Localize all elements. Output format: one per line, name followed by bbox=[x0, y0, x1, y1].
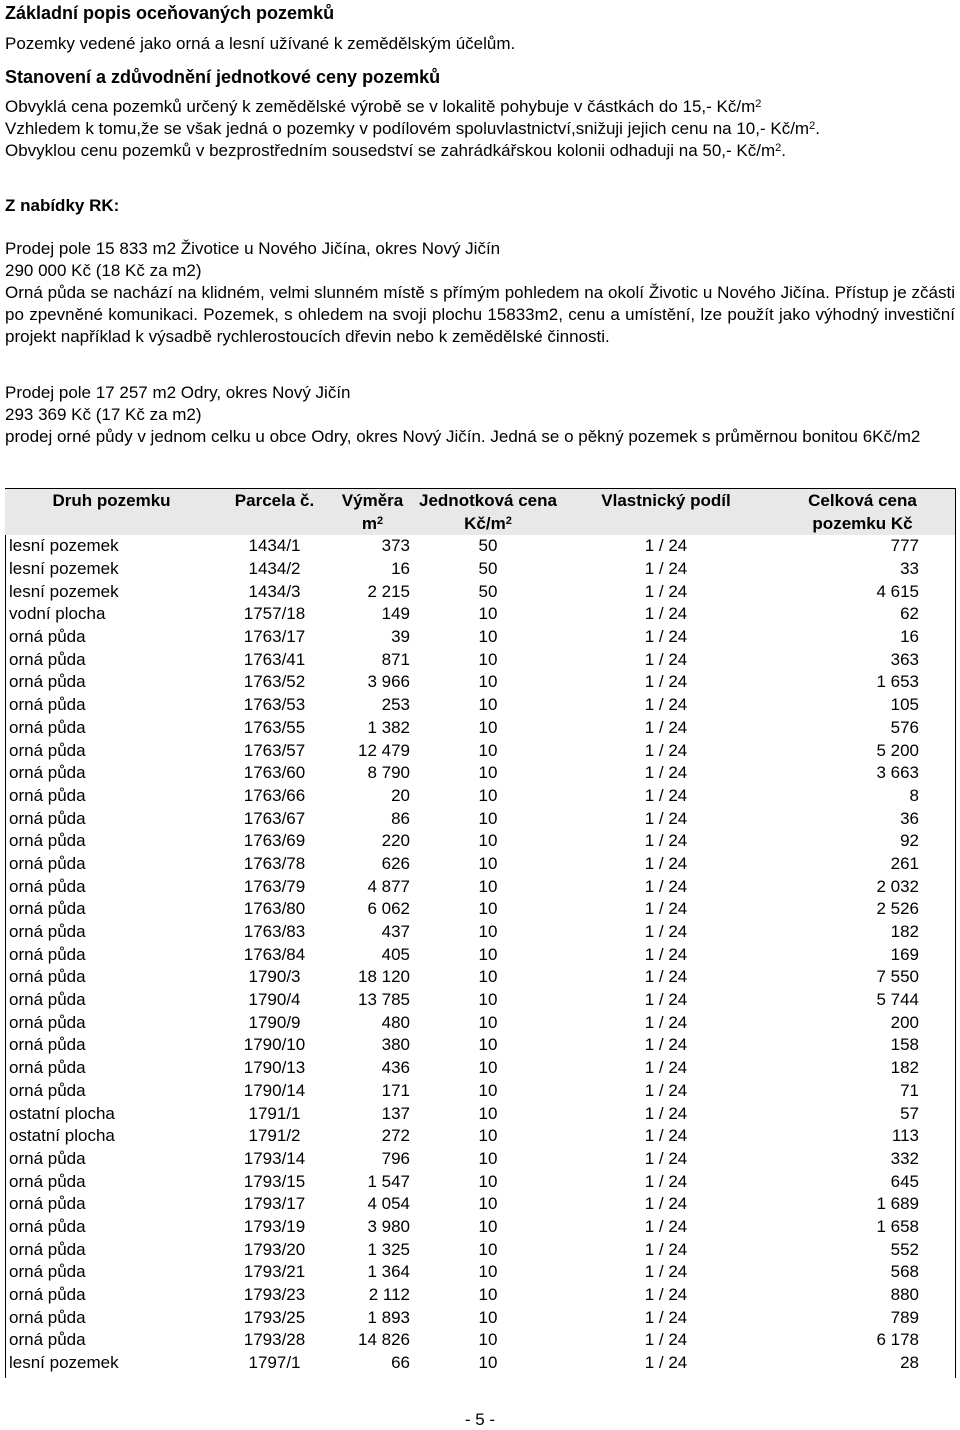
cell-total: 4 615 bbox=[876, 581, 919, 601]
cell-area: 39 bbox=[391, 627, 410, 647]
table-body bbox=[5, 535, 955, 1374]
cell-parcel: 1763/60 bbox=[243, 763, 306, 783]
cell-unit-price: 10 bbox=[478, 1148, 498, 1168]
cell-share: 1 / 24 bbox=[644, 922, 688, 942]
cell-type: orná půda bbox=[9, 990, 86, 1010]
cell-area: 405 bbox=[381, 944, 410, 964]
table-row bbox=[5, 875, 955, 898]
cell-share: 1 / 24 bbox=[644, 717, 688, 737]
cell-total: 8 bbox=[909, 785, 919, 805]
table-row bbox=[5, 1306, 955, 1329]
cell-total: 5 744 bbox=[876, 990, 919, 1010]
cell-unit-price: 10 bbox=[478, 695, 498, 715]
cell-share: 1 / 24 bbox=[644, 1126, 688, 1146]
cell-unit-price: 10 bbox=[478, 944, 498, 964]
cell-unit-price: 10 bbox=[478, 1035, 498, 1055]
cell-unit-price: 10 bbox=[478, 853, 498, 873]
cell-unit-price: 10 bbox=[478, 1126, 498, 1146]
cell-share: 1 / 24 bbox=[644, 649, 688, 669]
cell-parcel: 1763/69 bbox=[243, 831, 306, 851]
table-row bbox=[5, 694, 955, 717]
cell-unit-price: 10 bbox=[478, 1103, 498, 1123]
cell-type: orná půda bbox=[9, 1285, 86, 1305]
unit-price-line-1: Obvyklá cena pozemků určený k zemědělské výrobě se v lokalitě pohybuje v částkách do 15,- $Kč/m^2$ bbox=[5, 97, 762, 116]
cell-unit-price: 10 bbox=[478, 876, 498, 896]
table-row bbox=[5, 921, 955, 944]
cell-parcel: 1763/53 bbox=[243, 695, 306, 715]
cell-share: 1 / 24 bbox=[644, 1058, 688, 1078]
cell-parcel: 1793/21 bbox=[243, 1262, 306, 1282]
cell-unit-price: 10 bbox=[478, 899, 498, 919]
section-title-description: Základní popis oceňovaných pozemků bbox=[5, 3, 335, 23]
offers-heading: Z nabídky RK: bbox=[5, 196, 120, 215]
cell-area: 137 bbox=[381, 1103, 410, 1123]
cell-unit-price: 10 bbox=[478, 785, 498, 805]
cell-unit-price: 10 bbox=[478, 1262, 498, 1282]
cell-parcel: 1791/2 bbox=[248, 1126, 301, 1146]
table-row bbox=[5, 807, 955, 830]
cell-unit-price: 10 bbox=[478, 808, 498, 828]
cell-unit-price: 10 bbox=[478, 831, 498, 851]
cell-total: 92 bbox=[900, 831, 919, 851]
table-row bbox=[5, 853, 955, 876]
offer-2-title: Prodej pole 17 257 m2 Odry, okres Nový Jičín bbox=[5, 383, 351, 402]
cell-area: 171 bbox=[381, 1080, 410, 1100]
cell-type: orná půda bbox=[9, 763, 86, 783]
cell-share: 1 / 24 bbox=[644, 808, 688, 828]
cell-parcel: 1793/23 bbox=[243, 1285, 306, 1305]
cell-share: 1 / 24 bbox=[644, 853, 688, 873]
cell-area: 12 479 bbox=[358, 740, 410, 760]
cell-share: 1 / 24 bbox=[644, 627, 688, 647]
cell-area: 871 bbox=[381, 649, 410, 669]
cell-type: orná půda bbox=[9, 899, 86, 919]
cell-type: orná půda bbox=[9, 853, 86, 873]
cell-area: 13 785 bbox=[358, 990, 410, 1010]
cell-area: 626 bbox=[381, 853, 410, 873]
table-row bbox=[5, 1034, 955, 1057]
cell-parcel: 1763/80 bbox=[243, 899, 306, 919]
header-unit-price: Jednotková cena $Kč/m^2$ bbox=[414, 489, 562, 536]
cell-type: orná půda bbox=[9, 717, 86, 737]
header-total: Celková cena pozemku Kč bbox=[770, 489, 955, 536]
cell-type: orná půda bbox=[9, 1148, 86, 1168]
table-row bbox=[5, 1102, 955, 1125]
cell-total: 1 653 bbox=[876, 672, 919, 692]
cell-parcel: 1763/55 bbox=[243, 717, 306, 737]
table-row bbox=[5, 943, 955, 966]
cell-area: 437 bbox=[381, 922, 410, 942]
cell-parcel: 1793/25 bbox=[243, 1307, 306, 1327]
cell-type: orná půda bbox=[9, 1307, 86, 1327]
cell-total: 62 bbox=[900, 604, 919, 624]
table-row bbox=[5, 785, 955, 808]
cell-total: 2 032 bbox=[876, 876, 919, 896]
cell-area: 1 547 bbox=[367, 1171, 410, 1191]
table-row bbox=[5, 648, 955, 671]
cell-unit-price: 10 bbox=[478, 1216, 498, 1236]
cell-area: 3 966 bbox=[367, 672, 410, 692]
cell-unit-price: 10 bbox=[478, 922, 498, 942]
cell-unit-price: 10 bbox=[478, 1080, 498, 1100]
cell-parcel: 1757/18 bbox=[243, 604, 306, 624]
table-row bbox=[5, 1261, 955, 1284]
cell-total: 3 663 bbox=[876, 763, 919, 783]
cell-parcel: 1763/84 bbox=[243, 944, 306, 964]
offer-1-title: Prodej pole 15 833 m2 Životice u Nového Jičína, okres Nový Jičín bbox=[5, 239, 501, 258]
cell-share: 1 / 24 bbox=[644, 899, 688, 919]
cell-type: orná půda bbox=[9, 922, 86, 942]
cell-parcel: 1793/14 bbox=[243, 1148, 306, 1168]
cell-parcel: 1763/52 bbox=[243, 672, 306, 692]
table-right-border bbox=[955, 488, 956, 1378]
cell-type: lesní pozemek bbox=[9, 559, 119, 579]
cell-parcel: 1793/20 bbox=[243, 1239, 306, 1259]
cell-parcel: 1790/3 bbox=[248, 967, 301, 987]
cell-area: 16 bbox=[391, 559, 410, 579]
unit-price-paragraph bbox=[5, 96, 955, 162]
section-title-unit-price: Stanovení a zdůvodnění jednotkové ceny pozemků bbox=[5, 67, 441, 87]
cell-share: 1 / 24 bbox=[644, 536, 688, 556]
cell-unit-price: 10 bbox=[478, 672, 498, 692]
cell-total: 1 658 bbox=[876, 1216, 919, 1236]
cell-share: 1 / 24 bbox=[644, 1330, 688, 1350]
cell-total: 182 bbox=[890, 922, 919, 942]
cell-share: 1 / 24 bbox=[644, 1353, 688, 1373]
table-row bbox=[5, 1057, 955, 1080]
cell-unit-price: 10 bbox=[478, 967, 498, 987]
offer-1-description: Orná půda se nachází na klidném, velmi slunném místě s přímým pohledem na okolí Životic u Nového Jičína. Přístup je zčásti po zpevněné komunikaci. Pozemek, s ohledem na svoji plochu 15833m2, cenu a umístění, lze použít jako výhodný investiční projekt například k výsadbě rychlerostoucích dřevin nebo k zemědělské činnosti. bbox=[5, 283, 955, 346]
cell-type: orná půda bbox=[9, 672, 86, 692]
cell-area: 1 893 bbox=[367, 1307, 410, 1327]
cell-unit-price: 10 bbox=[478, 1012, 498, 1032]
cell-total: 552 bbox=[890, 1239, 919, 1259]
cell-total: 158 bbox=[890, 1035, 919, 1055]
table-row bbox=[5, 717, 955, 740]
cell-total: 33 bbox=[900, 559, 919, 579]
table-row bbox=[5, 580, 955, 603]
header-area: Výměra $m^2$ bbox=[331, 489, 414, 536]
cell-parcel: 1434/3 bbox=[248, 581, 301, 601]
header-type: Druh pozemku bbox=[5, 489, 218, 536]
cell-parcel: 1763/67 bbox=[243, 808, 306, 828]
cell-unit-price: 10 bbox=[478, 1194, 498, 1214]
cell-area: 796 bbox=[381, 1148, 410, 1168]
cell-type: orná půda bbox=[9, 649, 86, 669]
table-row bbox=[5, 966, 955, 989]
table-row bbox=[5, 762, 955, 785]
cell-unit-price: 10 bbox=[478, 740, 498, 760]
cell-parcel: 1763/66 bbox=[243, 785, 306, 805]
cell-unit-price: 50 bbox=[478, 536, 498, 556]
cell-type: orná půda bbox=[9, 1239, 86, 1259]
cell-total: 169 bbox=[890, 944, 919, 964]
cell-unit-price: 10 bbox=[478, 1330, 498, 1350]
cell-share: 1 / 24 bbox=[644, 763, 688, 783]
cell-total: 645 bbox=[890, 1171, 919, 1191]
cell-parcel: 1763/57 bbox=[243, 740, 306, 760]
table-row bbox=[5, 558, 955, 581]
table-row bbox=[5, 1284, 955, 1307]
cell-area: 66 bbox=[391, 1353, 410, 1373]
cell-area: 2 215 bbox=[367, 581, 410, 601]
cell-share: 1 / 24 bbox=[644, 1239, 688, 1259]
cell-type: orná půda bbox=[9, 1171, 86, 1191]
cell-total: 105 bbox=[890, 695, 919, 715]
cell-share: 1 / 24 bbox=[644, 604, 688, 624]
cell-area: 86 bbox=[391, 808, 410, 828]
cell-type: orná půda bbox=[9, 627, 86, 647]
table-row bbox=[5, 1216, 955, 1239]
cell-area: 8 790 bbox=[367, 763, 410, 783]
cell-unit-price: 50 bbox=[478, 581, 498, 601]
cell-type: orná půda bbox=[9, 831, 86, 851]
cell-total: 6 178 bbox=[876, 1330, 919, 1350]
page-number: - 5 - bbox=[464, 1410, 496, 1429]
table-row bbox=[5, 898, 955, 921]
cell-share: 1 / 24 bbox=[644, 831, 688, 851]
cell-type: ostatní plocha bbox=[9, 1126, 115, 1146]
cell-type: lesní pozemek bbox=[9, 536, 119, 556]
cell-share: 1 / 24 bbox=[644, 1171, 688, 1191]
cell-total: 113 bbox=[891, 1126, 919, 1146]
cell-total: 36 bbox=[900, 808, 919, 828]
cell-parcel: 1793/28 bbox=[243, 1330, 306, 1350]
cell-parcel: 1763/17 bbox=[243, 627, 306, 647]
cell-share: 1 / 24 bbox=[644, 1194, 688, 1214]
table-row bbox=[5, 1148, 955, 1171]
cell-parcel: 1790/9 bbox=[248, 1012, 301, 1032]
unit-price-line-3: Obvyklou cenu pozemků v bezprostředním sousedství se zahrádkářskou kolonii odhaduji na 50,- $Kč/m^2$. bbox=[5, 141, 786, 160]
cell-share: 1 / 24 bbox=[644, 559, 688, 579]
cell-parcel: 1790/4 bbox=[248, 990, 301, 1010]
table-row bbox=[5, 1170, 955, 1193]
cell-unit-price: 10 bbox=[478, 1171, 498, 1191]
cell-type: orná půda bbox=[9, 740, 86, 760]
cell-unit-price: 50 bbox=[478, 559, 498, 579]
cell-total: 5 200 bbox=[876, 740, 919, 760]
cell-area: 4 877 bbox=[367, 876, 410, 896]
cell-parcel: 1793/15 bbox=[243, 1171, 306, 1191]
cell-share: 1 / 24 bbox=[644, 967, 688, 987]
cell-total: 363 bbox=[890, 649, 919, 669]
cell-unit-price: 10 bbox=[478, 1285, 498, 1305]
cell-total: 789 bbox=[890, 1307, 919, 1327]
cell-parcel: 1797/1 bbox=[248, 1353, 301, 1373]
cell-parcel: 1763/78 bbox=[243, 853, 306, 873]
cell-share: 1 / 24 bbox=[644, 1035, 688, 1055]
cell-total: 332 bbox=[890, 1148, 919, 1168]
cell-total: 777 bbox=[890, 536, 919, 556]
header-parcel: Parcela č. bbox=[218, 489, 331, 536]
cell-type: orná půda bbox=[9, 1216, 86, 1236]
cell-share: 1 / 24 bbox=[644, 1307, 688, 1327]
cell-share: 1 / 24 bbox=[644, 1080, 688, 1100]
cell-share: 1 / 24 bbox=[644, 740, 688, 760]
cell-type: orná půda bbox=[9, 1058, 86, 1078]
cell-unit-price: 10 bbox=[478, 604, 498, 624]
cell-unit-price: 10 bbox=[478, 990, 498, 1010]
cell-parcel: 1793/19 bbox=[243, 1216, 306, 1236]
cell-total: 576 bbox=[890, 717, 919, 737]
header-share: Vlastnický podíl bbox=[562, 489, 770, 536]
cell-type: orná půda bbox=[9, 1330, 86, 1350]
cell-type: orná půda bbox=[9, 944, 86, 964]
cell-type: orná půda bbox=[9, 876, 86, 896]
cell-area: 3 980 bbox=[367, 1216, 410, 1236]
table-row bbox=[5, 989, 955, 1012]
cell-total: 16 bbox=[900, 627, 919, 647]
cell-unit-price: 10 bbox=[478, 1353, 498, 1373]
cell-parcel: 1434/1 bbox=[248, 536, 301, 556]
cell-type: orná půda bbox=[9, 1080, 86, 1100]
cell-total: 28 bbox=[900, 1353, 919, 1373]
cell-total: 71 bbox=[900, 1080, 919, 1100]
cell-unit-price: 10 bbox=[478, 649, 498, 669]
parcels-table bbox=[5, 488, 955, 1374]
table-row bbox=[5, 626, 955, 649]
cell-type: lesní pozemek bbox=[9, 581, 119, 601]
cell-area: 149 bbox=[381, 604, 410, 624]
cell-type: vodní plocha bbox=[9, 604, 106, 624]
cell-share: 1 / 24 bbox=[644, 581, 688, 601]
table-row bbox=[5, 739, 955, 762]
cell-area: 1 382 bbox=[367, 717, 410, 737]
cell-area: 480 bbox=[381, 1012, 410, 1032]
cell-share: 1 / 24 bbox=[644, 695, 688, 715]
cell-total: 261 bbox=[890, 853, 919, 873]
cell-total: 182 bbox=[890, 1058, 919, 1078]
cell-share: 1 / 24 bbox=[644, 1285, 688, 1305]
cell-share: 1 / 24 bbox=[644, 1012, 688, 1032]
offer-2-description: prodej orné půdy v jednom celku u obce Odry, okres Nový Jičín. Jedná se o pěkný pozemek s průměrnou bonitou 6Kč/m2 bbox=[5, 427, 921, 446]
cell-area: 14 826 bbox=[358, 1330, 410, 1350]
cell-unit-price: 10 bbox=[478, 1058, 498, 1078]
cell-type: orná půda bbox=[9, 967, 86, 987]
cell-total: 7 550 bbox=[876, 967, 919, 987]
cell-area: 436 bbox=[381, 1058, 410, 1078]
cell-total: 57 bbox=[900, 1103, 919, 1123]
cell-type: orná půda bbox=[9, 1035, 86, 1055]
cell-unit-price: 10 bbox=[478, 763, 498, 783]
cell-parcel: 1763/83 bbox=[243, 922, 306, 942]
cell-total: 568 bbox=[890, 1262, 919, 1282]
table-row bbox=[5, 1352, 955, 1375]
cell-parcel: 1790/10 bbox=[243, 1035, 306, 1055]
cell-share: 1 / 24 bbox=[644, 990, 688, 1010]
cell-type: orná půda bbox=[9, 1012, 86, 1032]
cell-total: 880 bbox=[890, 1285, 919, 1305]
unit-price-line-2: Vzhledem k tomu,že se však jedná o pozemky v podílovém spoluvlastnictví,snižuji jejich cenu na 10,- $Kč/m^2$. bbox=[5, 119, 820, 138]
table-header-row bbox=[5, 489, 955, 536]
cell-share: 1 / 24 bbox=[644, 876, 688, 896]
cell-type: orná půda bbox=[9, 695, 86, 715]
cell-area: 1 325 bbox=[367, 1239, 410, 1259]
cell-parcel: 1434/2 bbox=[248, 559, 301, 579]
cell-total: 200 bbox=[890, 1012, 919, 1032]
cell-parcel: 1790/13 bbox=[243, 1058, 306, 1078]
cell-share: 1 / 24 bbox=[644, 785, 688, 805]
cell-parcel: 1793/17 bbox=[243, 1194, 306, 1214]
cell-total: 1 689 bbox=[876, 1194, 919, 1214]
table-row bbox=[5, 603, 955, 626]
cell-unit-price: 10 bbox=[478, 1307, 498, 1327]
table-row bbox=[5, 1193, 955, 1216]
cell-area: 272 bbox=[381, 1126, 410, 1146]
cell-parcel: 1763/41 bbox=[243, 649, 306, 669]
cell-share: 1 / 24 bbox=[644, 1216, 688, 1236]
cell-area: 6 062 bbox=[367, 899, 410, 919]
offer-2-price: 293 369 Kč (17 Kč za m2) bbox=[5, 405, 202, 424]
cell-area: 1 364 bbox=[367, 1262, 410, 1282]
table-row bbox=[5, 1238, 955, 1261]
cell-share: 1 / 24 bbox=[644, 944, 688, 964]
table-row bbox=[5, 1125, 955, 1148]
cell-area: 373 bbox=[381, 536, 410, 556]
cell-unit-price: 10 bbox=[478, 627, 498, 647]
cell-area: 4 054 bbox=[367, 1194, 410, 1214]
cell-area: 380 bbox=[381, 1035, 410, 1055]
offer-1-price: 290 000 Kč (18 Kč za m2) bbox=[5, 261, 202, 280]
cell-area: 220 bbox=[381, 831, 410, 851]
cell-unit-price: 10 bbox=[478, 717, 498, 737]
description-text: Pozemky vedené jako orná a lesní užívané k zemědělským účelům. bbox=[5, 34, 516, 53]
cell-parcel: 1790/14 bbox=[243, 1080, 306, 1100]
cell-type: orná půda bbox=[9, 808, 86, 828]
offer-2 bbox=[5, 382, 955, 448]
table-row bbox=[5, 1080, 955, 1103]
cell-share: 1 / 24 bbox=[644, 672, 688, 692]
cell-type: orná půda bbox=[9, 1262, 86, 1282]
cell-share: 1 / 24 bbox=[644, 1148, 688, 1168]
cell-type: lesní pozemek bbox=[9, 1353, 119, 1373]
cell-type: orná půda bbox=[9, 1194, 86, 1214]
offer-1 bbox=[5, 238, 955, 348]
cell-total: 2 526 bbox=[876, 899, 919, 919]
cell-parcel: 1763/79 bbox=[243, 876, 306, 896]
cell-type: orná půda bbox=[9, 785, 86, 805]
table-row bbox=[5, 830, 955, 853]
cell-area: 18 120 bbox=[358, 967, 410, 987]
cell-share: 1 / 24 bbox=[644, 1262, 688, 1282]
table-row bbox=[5, 1329, 955, 1352]
table-row bbox=[5, 671, 955, 694]
cell-unit-price: 10 bbox=[478, 1239, 498, 1259]
table-row bbox=[5, 1011, 955, 1034]
cell-area: 2 112 bbox=[368, 1285, 410, 1305]
cell-parcel: 1791/1 bbox=[248, 1103, 301, 1123]
cell-type: ostatní plocha bbox=[9, 1103, 115, 1123]
cell-area: 20 bbox=[391, 785, 410, 805]
table-row bbox=[5, 535, 955, 558]
cell-area: 253 bbox=[381, 695, 410, 715]
cell-share: 1 / 24 bbox=[644, 1103, 688, 1123]
